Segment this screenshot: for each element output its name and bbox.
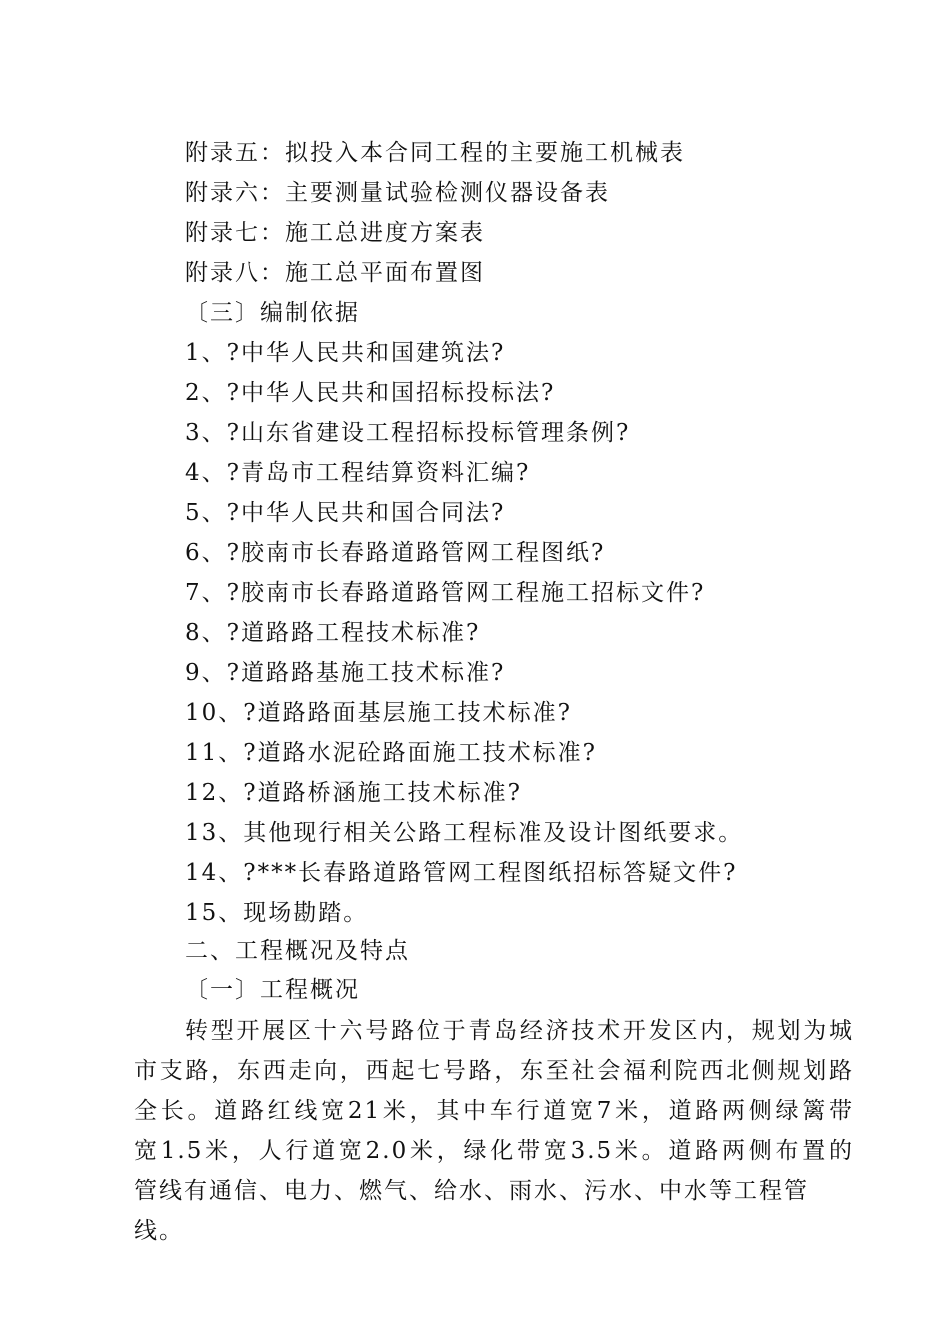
basis-item-7: 7、?胶南市长春路道路管网工程施工招标文件? [185, 580, 706, 606]
basis-item-15: 15、现场勘踏。 [185, 900, 369, 926]
basis-item-4: 4、?青岛市工程结算资料汇编? [185, 460, 531, 486]
basis-item-12: 12、?道路桥涵施工技术标准? [185, 780, 522, 806]
basis-item-3: 3、?山东省建设工程招标投标管理条例? [185, 420, 631, 446]
section-heading-overview: 二、工程概况及特点 [185, 938, 410, 964]
appendix-7: 附录七：施工总进度方案表 [185, 220, 485, 246]
section-heading-basis: 〔三〕编制依据 [185, 300, 360, 326]
basis-item-8: 8、?道路路工程技术标准? [185, 620, 481, 646]
appendix-6: 附录六：主要测量试验检测仪器设备表 [185, 180, 610, 206]
basis-item-2: 2、?中华人民共和国招标投标法? [185, 380, 556, 406]
overview-paragraph [134, 1011, 854, 1251]
subsection-heading-overview: 〔一〕工程概况 [185, 977, 360, 1003]
basis-item-13: 13、其他现行相关公路工程标准及设计图纸要求。 [185, 820, 744, 846]
basis-item-9: 9、?道路路基施工技术标准? [185, 660, 506, 686]
basis-item-5: 5、?中华人民共和国合同法? [185, 500, 506, 526]
appendix-5: 附录五：拟投入本合同工程的主要施工机械表 [185, 140, 685, 166]
basis-item-6: 6、?胶南市长春路道路管网工程图纸? [185, 540, 606, 566]
paragraph-line: 市支路，东西走向，西起七号路，东至社会福利院西北侧规划路 [134, 1058, 854, 1084]
appendix-8: 附录八：施工总平面布置图 [185, 260, 485, 286]
paragraph-line: 转型开展区十六号路位于青岛经济技术开发区内，规划为城 [185, 1018, 854, 1044]
basis-item-10: 10、?道路路面基层施工技术标准? [185, 700, 572, 726]
basis-item-14: 14、?***长春路道路管网工程图纸招标答疑文件? [185, 860, 738, 886]
paragraph-line: 宽1.5米，人行道宽2.0米，绿化带宽3.5米。道路两侧布置的 [134, 1138, 854, 1164]
basis-item-1: 1、?中华人民共和国建筑法? [185, 340, 506, 366]
basis-item-11: 11、?道路水泥砼路面施工技术标准? [185, 740, 597, 766]
paragraph-line: 全长。道路红线宽21米，其中车行道宽7米，道路两侧绿篱带 [134, 1098, 854, 1124]
paragraph-line: 管线有通信、电力、燃气、给水、雨水、污水、中水等工程管线。 [134, 1178, 809, 1244]
